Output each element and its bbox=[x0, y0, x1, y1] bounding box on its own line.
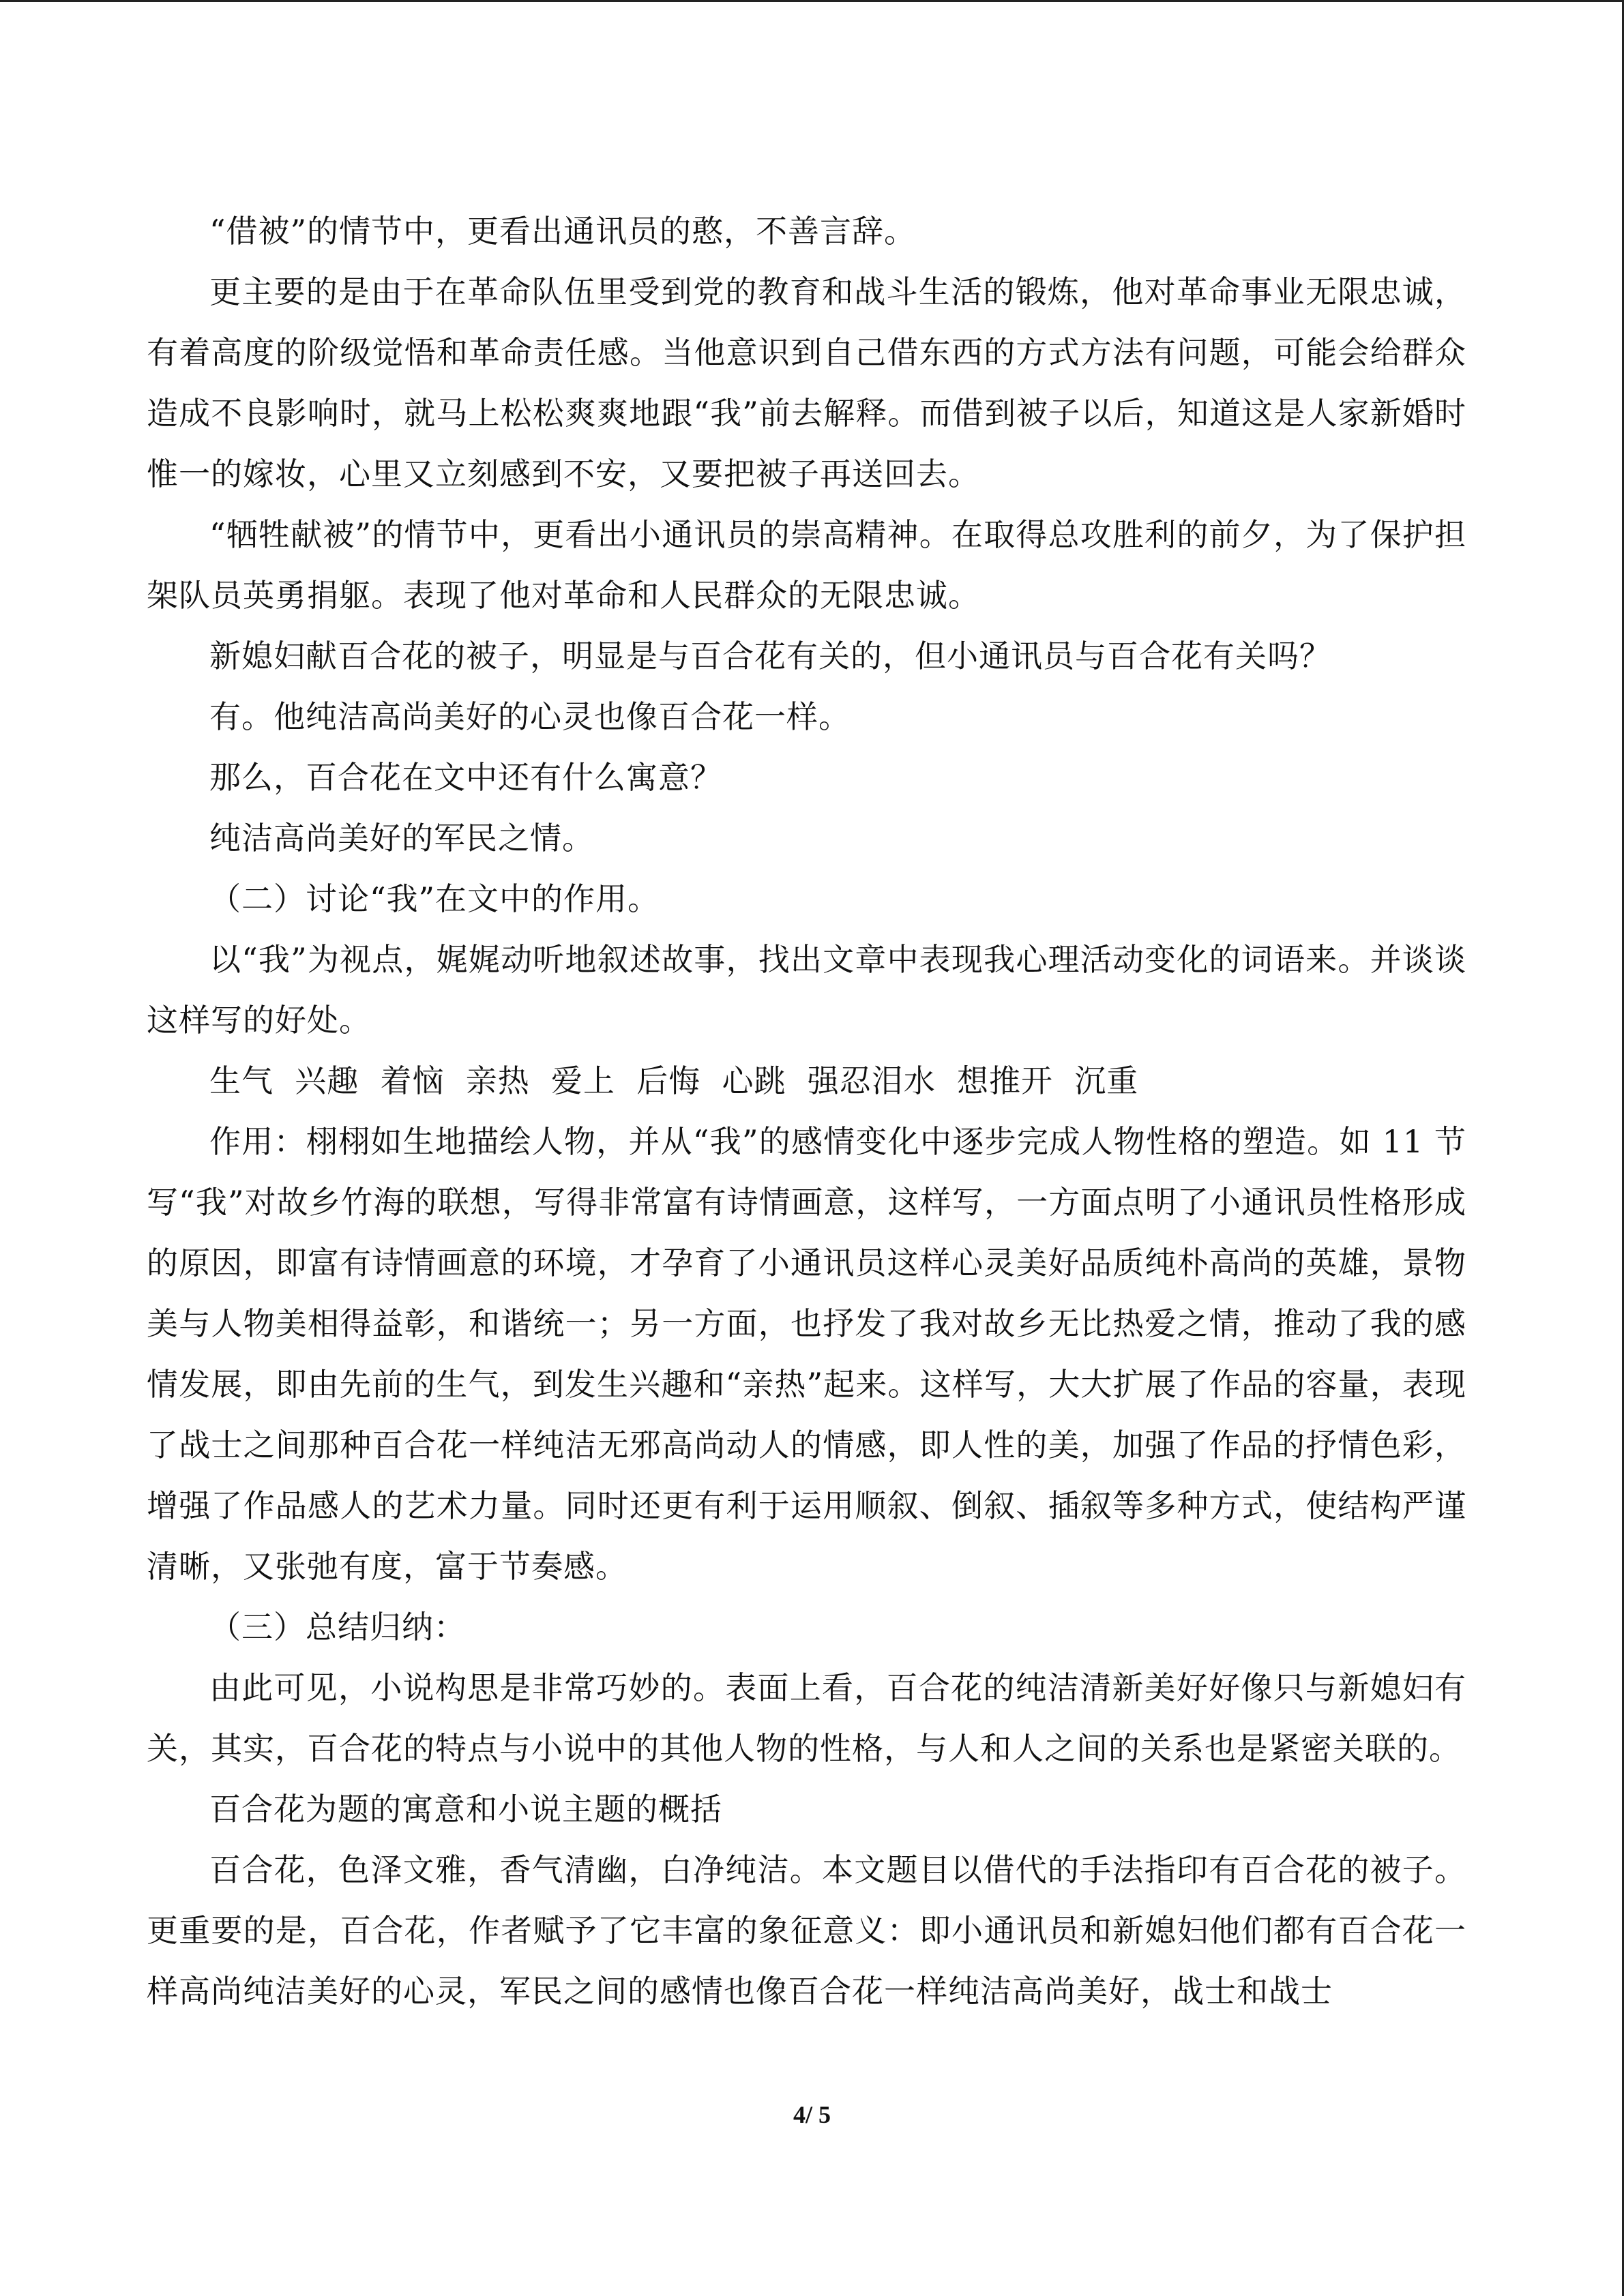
word-list: 生气 兴趣 着恼 亲热 爱上 后悔 心跳 强忍泪水 想推开 沉重 bbox=[209, 1062, 1139, 1099]
subheading: 百合花为题的寓意和小说主题的概括 bbox=[209, 1791, 722, 1828]
section-heading: （三）总结归纳： bbox=[209, 1609, 466, 1645]
paragraph: “借被”的情节中，更看出通讯员的憨，不善言辞。 bbox=[209, 213, 917, 250]
paragraph: 有。他纯洁高尚美好的心灵也像百合花一样。 bbox=[209, 698, 851, 735]
paragraph: 纯洁高尚美好的军民之情。 bbox=[209, 820, 594, 856]
paragraph: “牺牲献被”的情节中，更看出小通讯员的崇高精神。在取得总攻胜利的前夕，为了保护担架队员英勇捐躯。表现了他对革命和人民群众的无限忠诚。 bbox=[147, 516, 1466, 614]
paragraph: 百合花，色泽文雅，香气清幽，白净纯洁。本文题目以借代的手法指印有百合花的被子。更重要的是，百合花，作者赋予了它丰富的象征意义：即小通讯员和新媳妇他们都有百合花一样高尚纯洁美好的心灵，军民之间的感情也像百合花一样纯洁高尚美好，战士和战士 bbox=[147, 1851, 1466, 2010]
paragraph: 以“我”为视点，娓娓动听地叙述故事，找出文章中表现我心理活动变化的词语来。并谈谈这样写的好处。 bbox=[147, 941, 1466, 1039]
page-number: 4/ 5 bbox=[793, 2101, 831, 2128]
document-body bbox=[147, 201, 1466, 2022]
paragraph: 新媳妇献百合花的被子，明显是与百合花有关的，但小通讯员与百合花有关吗？ bbox=[209, 638, 1331, 674]
paragraph: 那么，百合花在文中还有什么寓意？ bbox=[209, 759, 722, 796]
paragraph: 作用：栩栩如生地描绘人物，并从“我”的感情变化中逐步完成人物性格的塑造。如 11 节写“我”对故乡竹海的联想，写得非常富有诗情画意，这样写，一方面点明了小通讯员性格形成的原因，即富有诗情画意的环境，才孕育了小通讯员这样心灵美好品质纯朴高尚的英雄，景物美与人物美相得益彰，和谐统一；另一方面，也抒发了我对故乡无比热爱之情，推动了我的感情发展，即由先前的生气，到发生兴趣和“亲热”起来。这样写，大大扩展了作品的容量，表现了战士之间那种百合花一样纯洁无邪高尚动人的情感，即人性的美，加强了作品的抒情色彩，增强了作品感人的艺术力量。同时还更有利于运用顺叙、倒叙、插叙等多种方式，使结构严谨清晰，又张弛有度，富于节奏感。 bbox=[147, 1123, 1466, 1585]
section-heading: （二）讨论“我”在文中的作用。 bbox=[209, 880, 660, 917]
paragraph: 由此可见，小说构思是非常巧妙的。表面上看，百合花的纯洁清新美好好像只与新媳妇有关，其实，百合花的特点与小说中的其他人物的性格，与人和人之间的关系也是紧密关联的。 bbox=[147, 1669, 1466, 1767]
page-border-top bbox=[0, 0, 1624, 2]
paragraph: 更主要的是由于在革命队伍里受到党的教育和战斗生活的锻炼，他对革命事业无限忠诚，有着高度的阶级觉悟和革命责任感。当他意识到自己借东西的方式方法有问题，可能会给群众造成不良影响时，就马上松松爽爽地跟“我”前去解释。而借到被子以后，知道这是人家新婚时惟一的嫁妆，心里又立刻感到不安，又要把被子再送回去。 bbox=[147, 273, 1466, 492]
